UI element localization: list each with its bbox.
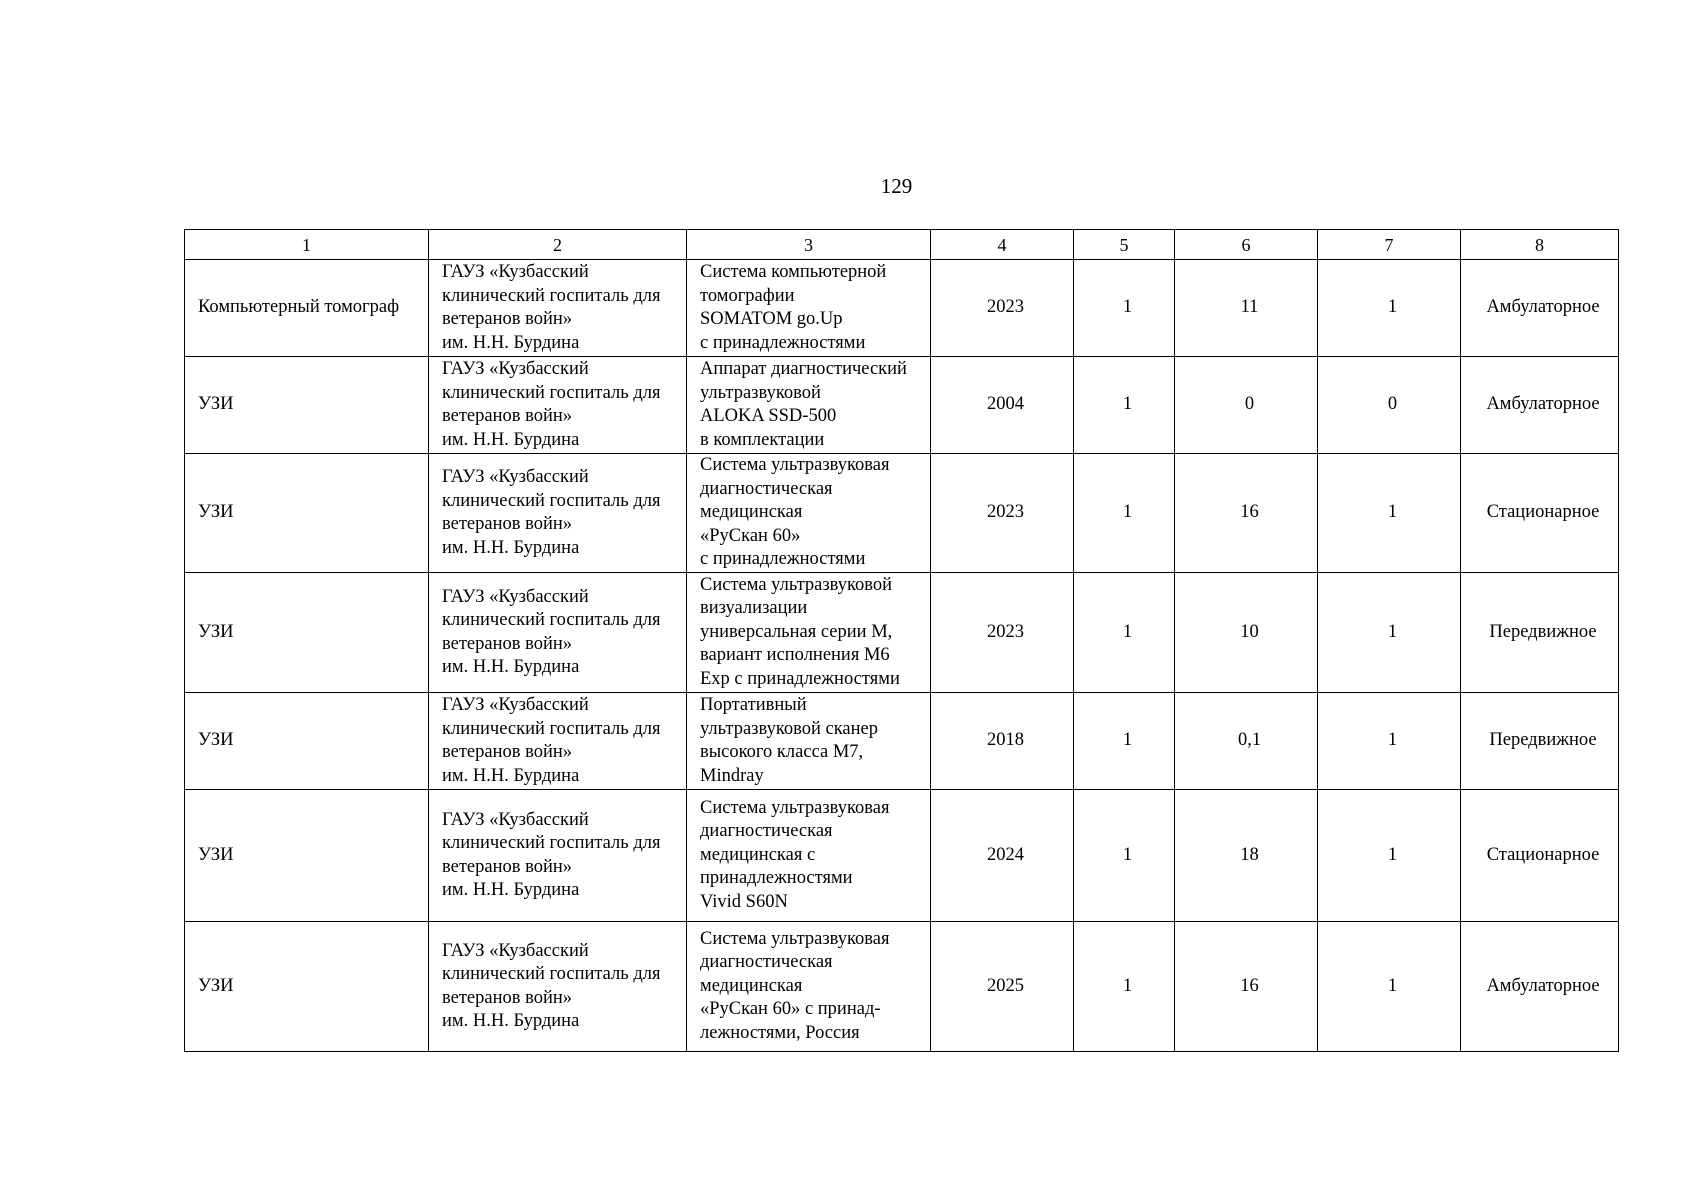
equipment-type-cell: Передвижное: [1461, 693, 1619, 790]
organization-cell: ГАУЗ «Кузбасский клинический госпиталь для ветеранов войн» им. Н.Н. Бурдина: [429, 693, 687, 790]
table-row: [185, 260, 1619, 357]
quantity-cell: 1: [1074, 922, 1175, 1052]
table-row: [185, 573, 1619, 693]
equipment-name-cell: УЗИ: [185, 693, 429, 790]
column-7-cell: 0: [1318, 357, 1461, 454]
model-cell: Система ультразвуковой визуализации универсальная серии M, вариант исполнения M6 Exp с принадлежностями: [687, 573, 931, 693]
equipment-type-cell: Амбулаторное: [1461, 922, 1619, 1052]
year-cell: 2023: [931, 454, 1074, 573]
equipment-type-cell: Стационарное: [1461, 454, 1619, 573]
table-body: [185, 230, 1619, 1052]
column-6-cell: 0,1: [1175, 693, 1318, 790]
quantity-cell: 1: [1074, 357, 1175, 454]
table-row: [185, 922, 1619, 1052]
equipment-type-cell: Амбулаторное: [1461, 357, 1619, 454]
column-6-cell: 11: [1175, 260, 1318, 357]
column-7-cell: 1: [1318, 260, 1461, 357]
year-cell: 2023: [931, 260, 1074, 357]
column-6-cell: 0: [1175, 357, 1318, 454]
column-number-7: 7: [1318, 230, 1461, 260]
year-cell: 2025: [931, 922, 1074, 1052]
equipment-type-cell: Стационарное: [1461, 790, 1619, 922]
year-cell: 2018: [931, 693, 1074, 790]
column-6-cell: 10: [1175, 573, 1318, 693]
organization-cell: ГАУЗ «Кузбасский клинический госпиталь для ветеранов войн» им. Н.Н. Бурдина: [429, 357, 687, 454]
quantity-cell: 1: [1074, 790, 1175, 922]
table-row: [185, 790, 1619, 922]
column-number-5: 5: [1074, 230, 1175, 260]
model-cell: Портативный ультразвуковой сканер высокого класса М7, Mindray: [687, 693, 931, 790]
year-cell: 2004: [931, 357, 1074, 454]
column-7-cell: 1: [1318, 693, 1461, 790]
table-row: [185, 454, 1619, 573]
column-7-cell: 1: [1318, 573, 1461, 693]
year-cell: 2023: [931, 573, 1074, 693]
model-cell: Система ультразвуковая диагностическая медицинская «РуСкан 60» с принад- лежностями, Россия: [687, 922, 931, 1052]
equipment-name-cell: УЗИ: [185, 454, 429, 573]
model-cell: Аппарат диагностический ультразвуковой ALOKA SSD-500 в комплектации: [687, 357, 931, 454]
quantity-cell: 1: [1074, 573, 1175, 693]
page-number: 129: [880, 174, 913, 198]
model-cell: Система компьютерной томографии SOMATOM go.Up с принадлежностями: [687, 260, 931, 357]
equipment-name-cell: УЗИ: [185, 357, 429, 454]
quantity-cell: 1: [1074, 454, 1175, 573]
column-number-6: 6: [1175, 230, 1318, 260]
column-number-1: 1: [185, 230, 429, 260]
organization-cell: ГАУЗ «Кузбасский клинический госпиталь для ветеранов войн» им. Н.Н. Бурдина: [429, 573, 687, 693]
equipment-name-cell: УЗИ: [185, 573, 429, 693]
model-cell: Система ультразвуковая диагностическая медицинская с принадлежностями Vivid S60N: [687, 790, 931, 922]
model-cell: Система ультразвуковая диагностическая медицинская «РуСкан 60» с принадлежностями: [687, 454, 931, 573]
organization-cell: ГАУЗ «Кузбасский клинический госпиталь для ветеранов войн» им. Н.Н. Бурдина: [429, 454, 687, 573]
column-7-cell: 1: [1318, 454, 1461, 573]
column-6-cell: 18: [1175, 790, 1318, 922]
equipment-type-cell: Амбулаторное: [1461, 260, 1619, 357]
column-7-cell: 1: [1318, 922, 1461, 1052]
column-6-cell: 16: [1175, 454, 1318, 573]
equipment-type-cell: Передвижное: [1461, 573, 1619, 693]
equipment-name-cell: УЗИ: [185, 922, 429, 1052]
organization-cell: ГАУЗ «Кузбасский клинический госпиталь для ветеранов войн» им. Н.Н. Бурдина: [429, 922, 687, 1052]
equipment-table: [184, 229, 1619, 1052]
organization-cell: ГАУЗ «Кузбасский клинический госпиталь для ветеранов войн» им. Н.Н. Бурдина: [429, 790, 687, 922]
table-row: [185, 357, 1619, 454]
quantity-cell: 1: [1074, 693, 1175, 790]
organization-cell: ГАУЗ «Кузбасский клинический госпиталь для ветеранов войн» им. Н.Н. Бурдина: [429, 260, 687, 357]
column-7-cell: 1: [1318, 790, 1461, 922]
year-cell: 2024: [931, 790, 1074, 922]
column-number-3: 3: [687, 230, 931, 260]
column-number-8: 8: [1461, 230, 1619, 260]
equipment-name-cell: Компьютерный томограф: [185, 260, 429, 357]
quantity-cell: 1: [1074, 260, 1175, 357]
table-header-row: [185, 230, 1619, 260]
column-6-cell: 16: [1175, 922, 1318, 1052]
equipment-name-cell: УЗИ: [185, 790, 429, 922]
column-number-4: 4: [931, 230, 1074, 260]
table-row: [185, 693, 1619, 790]
column-number-2: 2: [429, 230, 687, 260]
